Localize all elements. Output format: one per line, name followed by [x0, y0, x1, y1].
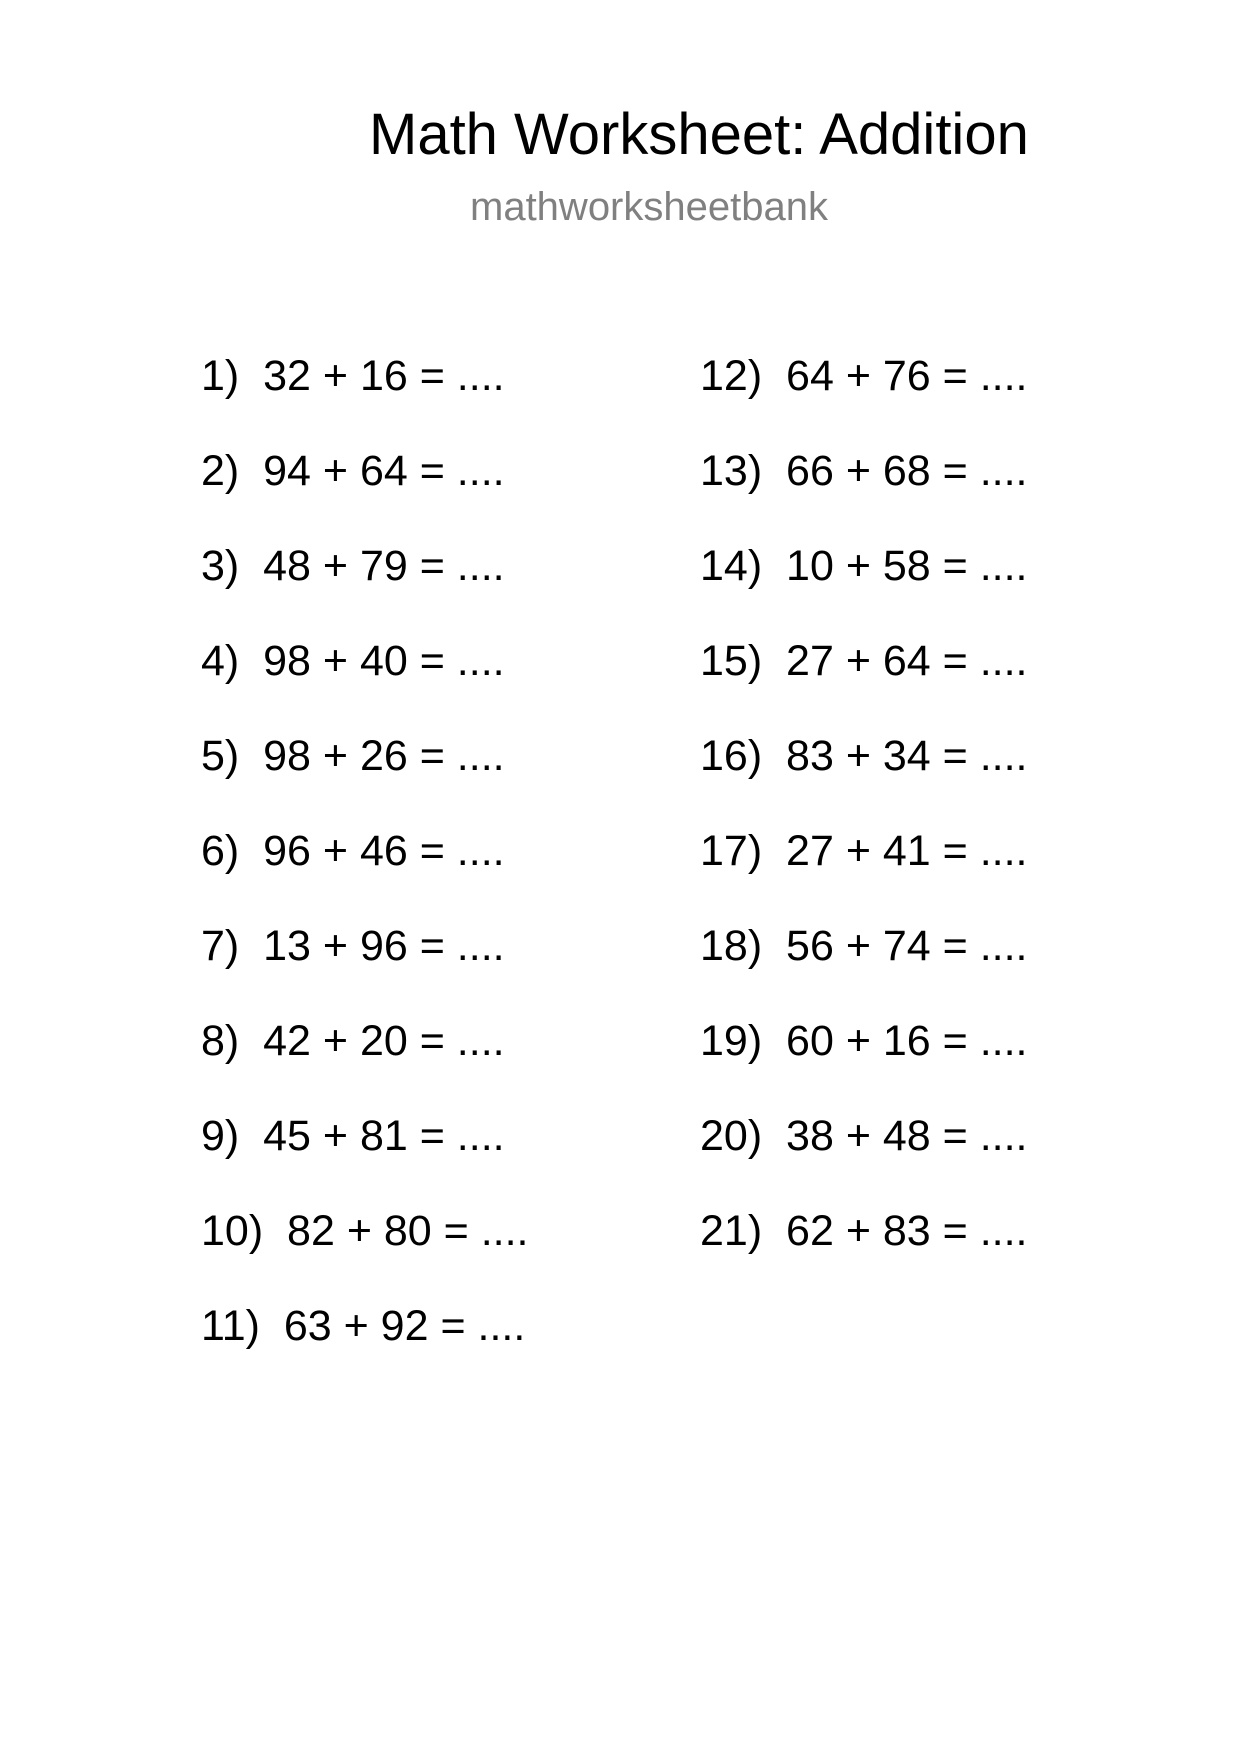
problem: 8) 42 + 20 = ....	[201, 1017, 505, 1065]
problem: 13) 66 + 68 = ....	[700, 447, 1028, 495]
problem: 6) 96 + 46 = ....	[201, 827, 505, 875]
problem: 17) 27 + 41 = ....	[700, 827, 1028, 875]
problem: 20) 38 + 48 = ....	[700, 1112, 1028, 1160]
problem: 19) 60 + 16 = ....	[700, 1017, 1028, 1065]
problem: 18) 56 + 74 = ....	[700, 922, 1028, 970]
problem: 7) 13 + 96 = ....	[201, 922, 505, 970]
problem: 11) 63 + 92 = ....	[201, 1302, 526, 1350]
problem: 21) 62 + 83 = ....	[700, 1207, 1028, 1255]
problem: 12) 64 + 76 = ....	[700, 352, 1028, 400]
problem: 2) 94 + 64 = ....	[201, 447, 505, 495]
problem: 10) 82 + 80 = ....	[201, 1207, 529, 1255]
problem: 9) 45 + 81 = ....	[201, 1112, 505, 1160]
problem: 1) 32 + 16 = ....	[201, 352, 505, 400]
problem: 15) 27 + 64 = ....	[700, 637, 1028, 685]
problem: 4) 98 + 40 = ....	[201, 637, 505, 685]
problem: 14) 10 + 58 = ....	[700, 542, 1028, 590]
worksheet-title: Math Worksheet: Addition	[369, 102, 1029, 167]
problems-column-left	[201, 352, 529, 1397]
problem: 5) 98 + 26 = ....	[201, 732, 505, 780]
problem: 3) 48 + 79 = ....	[201, 542, 505, 590]
problem: 16) 83 + 34 = ....	[700, 732, 1028, 780]
worksheet-source: mathworksheetbank	[470, 185, 828, 229]
problems-column-right	[700, 352, 1028, 1302]
